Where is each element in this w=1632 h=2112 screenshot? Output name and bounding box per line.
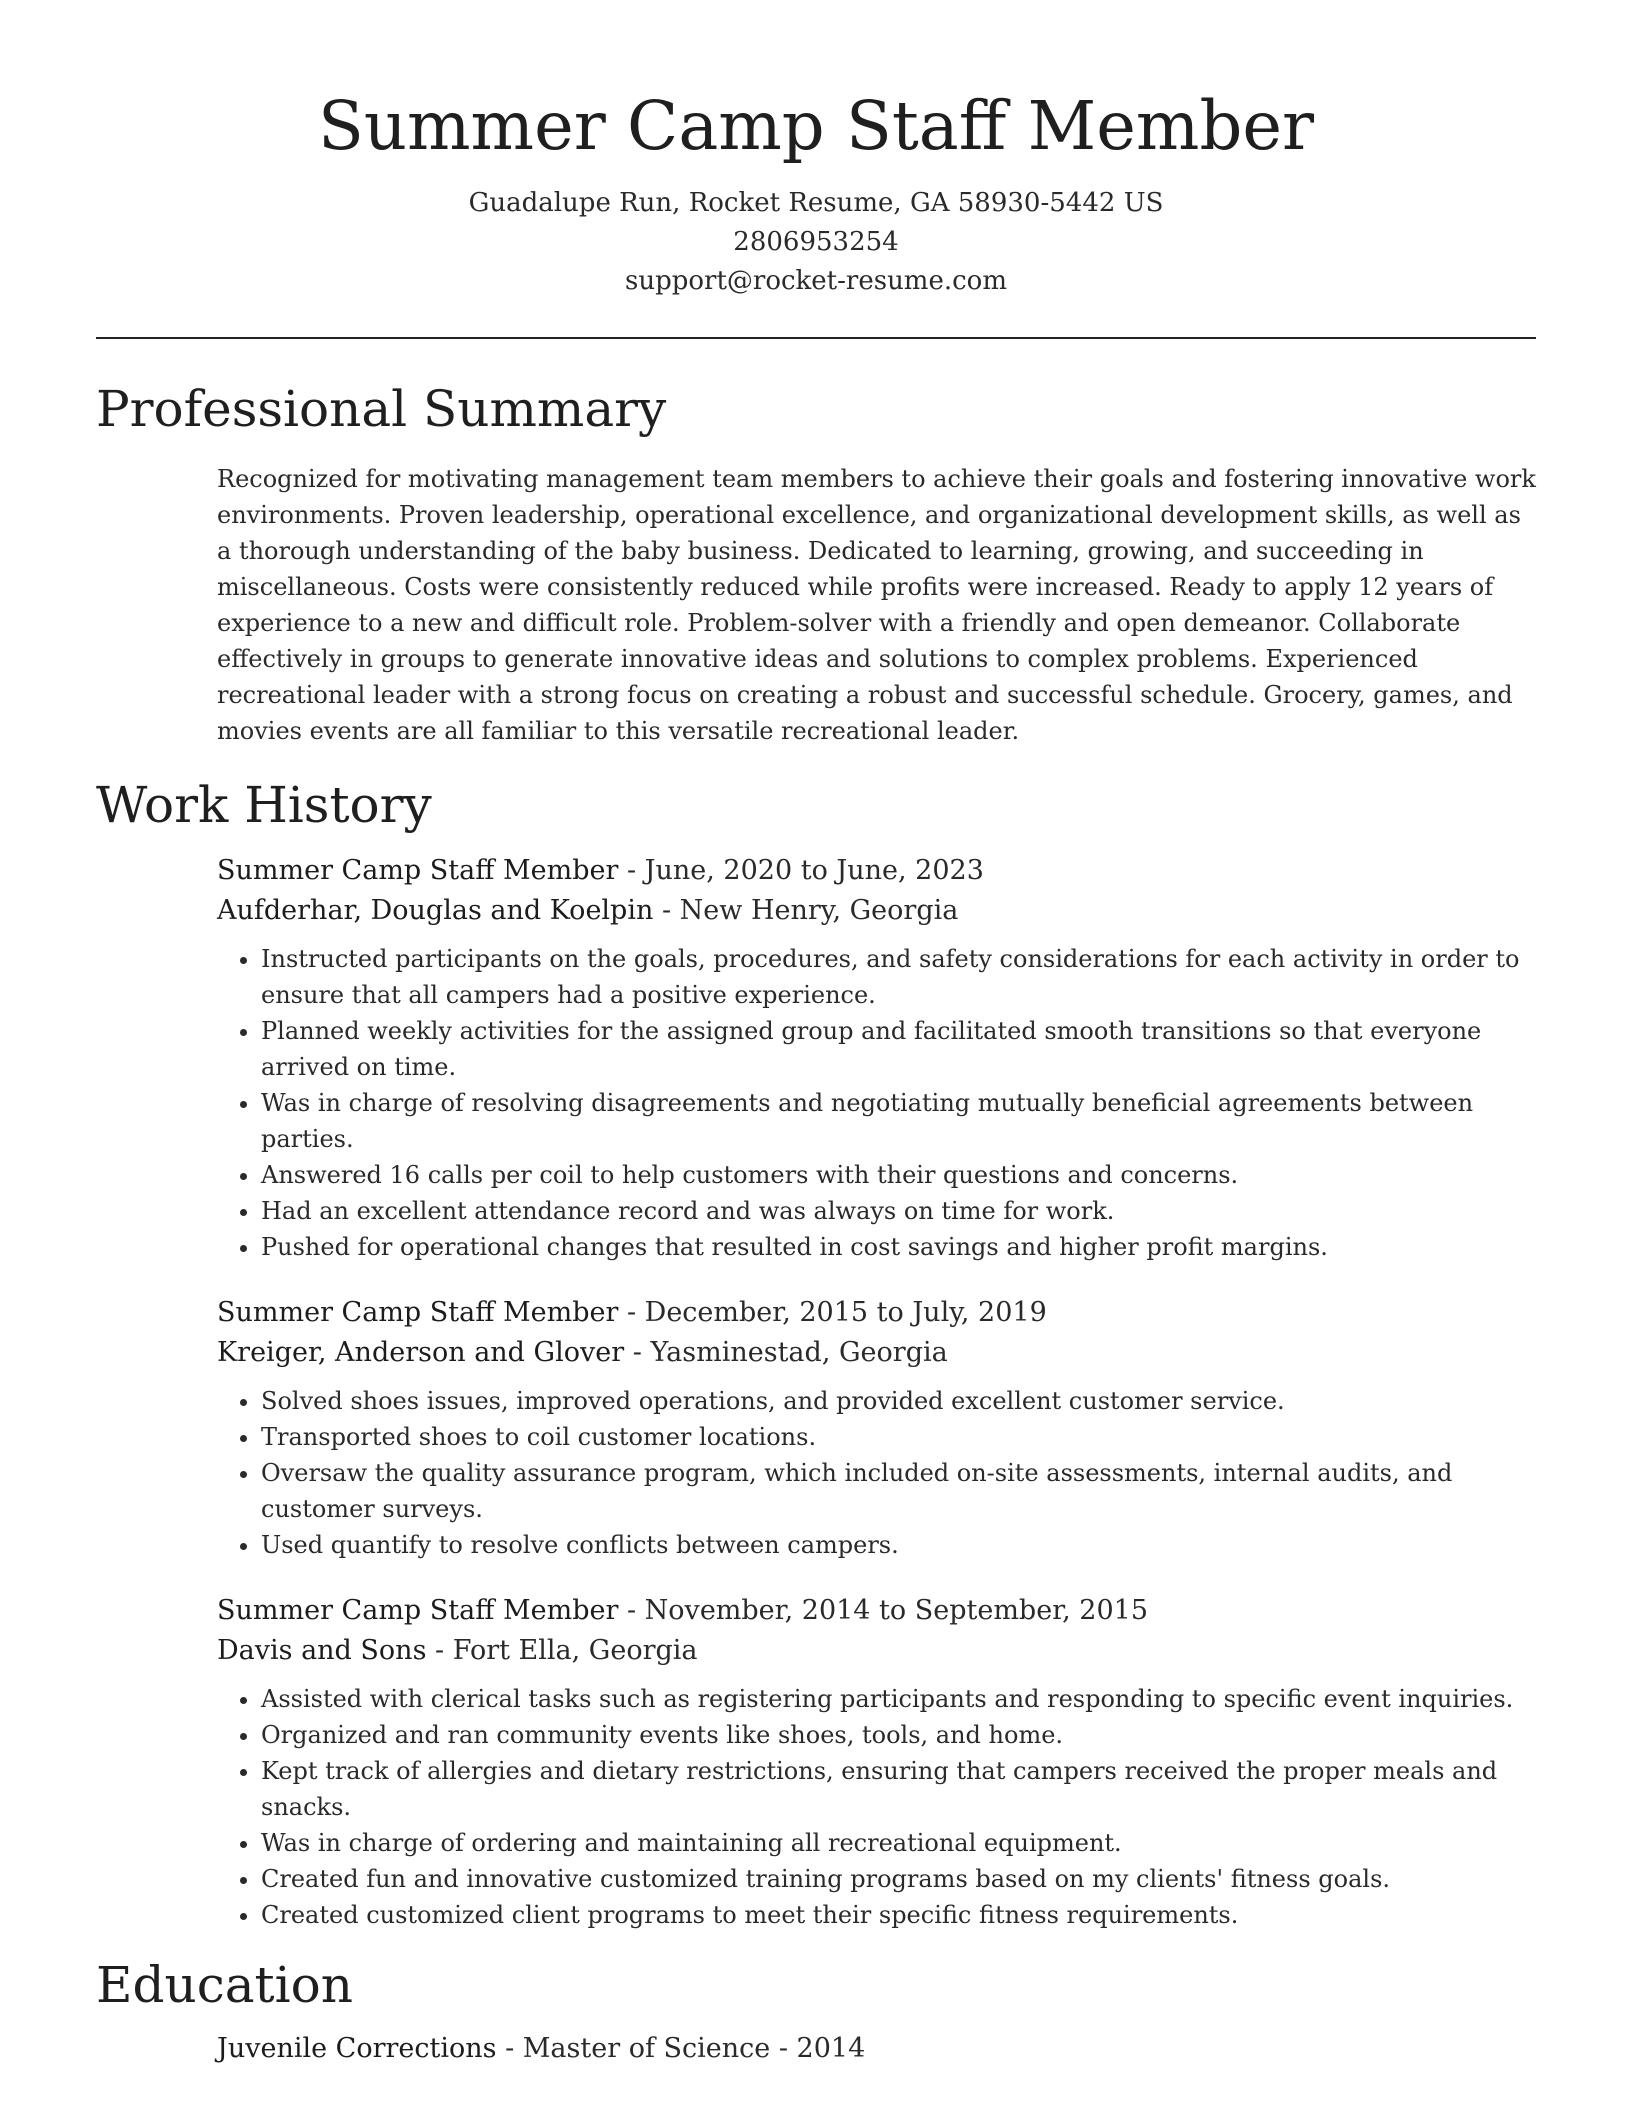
candidate-name: Summer Camp Staff Member [317, 87, 1315, 165]
job-duty: • Transported shoes to coil customer locations. [261, 1419, 1536, 1455]
job-duties-list [217, 941, 1536, 1265]
education-degree: - Master of Science [496, 2033, 771, 2064]
job-location: - Yasminestad, Georgia [624, 1337, 948, 1368]
job-duties-list [217, 1681, 1536, 1933]
job-company: Kreiger, Anderson and Glover [217, 1337, 625, 1368]
job-duty: • Created customized client programs to meet their specific fitness requirements. [261, 1897, 1536, 1933]
contact-email: support@rocket-resume.com [624, 266, 1007, 296]
job-entry-3 [217, 1591, 1536, 1933]
job-duty: • Assisted with clerical tasks such as registering participants and responding to specific event inquiries. [261, 1681, 1536, 1717]
job-company-line [217, 891, 1536, 931]
job-duties-list [217, 1383, 1536, 1563]
job-company: Aufderhar, Douglas and Koelpin [217, 895, 654, 926]
work-history-heading: Work History [96, 776, 432, 834]
job-location: - Fort Ella, Georgia [426, 1635, 698, 1666]
contact-address: Guadalupe Run, Rocket Resume, GA 58930-5442 US [468, 188, 1164, 218]
education-field: Juvenile Corrections [217, 2033, 497, 2064]
job-duty: • Solved shoes issues, improved operations, and provided excellent customer service. [261, 1383, 1536, 1419]
job-duty: • Organized and ran community events like shoes, tools, and home. [261, 1717, 1536, 1753]
job-entry-1 [217, 851, 1536, 1265]
job-company-line [217, 1631, 1536, 1671]
education-heading: Education [96, 1956, 353, 2014]
job-title-line [217, 851, 1536, 891]
job-entry-2 [217, 1293, 1536, 1563]
job-duty: • Used quantify to resolve conflicts between campers. [261, 1527, 1536, 1563]
summary-heading: Professional Summary [96, 380, 667, 438]
summary-text: Recognized for motivating management team members to achieve their goals and fostering innovative work environments. Proven leadership, operational excellence, and organizational development skills, as well as a thorough understanding of the baby business. Dedicated to learning, growing, and succeeding in miscellaneous. Costs were consistently reduced while profits were increased. Ready to apply 12 years of experience to a new and difficult role. Problem-solver with a friendly and open demeanor. Collaborate effectively in groups to generate innovative ideas and solutions to complex problems. Experienced recreational leader with a strong focus on creating a robust and successful schedule. Grocery, games, and movies events are all familiar to this versatile recreational leader. [217, 465, 1536, 745]
job-duty: • Answered 16 calls per coil to help customers with their questions and concerns. [261, 1157, 1536, 1193]
job-company: Davis and Sons [217, 1635, 427, 1666]
job-duty: • Pushed for operational changes that resulted in cost savings and higher profit margins. [261, 1229, 1536, 1265]
job-duty: • Oversaw the quality assurance program, which included on-site assessments, internal audits, and customer surveys. [261, 1455, 1536, 1527]
education-year: - 2014 [770, 2033, 866, 2064]
job-duty: • Kept track of allergies and dietary restrictions, ensuring that campers received the proper meals and snacks. [261, 1753, 1536, 1825]
job-dates: - December, 2015 to July, 2019 [618, 1297, 1047, 1328]
job-location: - New Henry, Georgia [653, 895, 959, 926]
education-entry [217, 2029, 1536, 2069]
job-dates: - June, 2020 to June, 2023 [618, 855, 984, 886]
job-title: Summer Camp Staff Member [217, 1297, 619, 1328]
header-divider [96, 337, 1536, 339]
contact-phone: 2806953254 [733, 227, 899, 257]
job-duty: • Was in charge of ordering and maintaining all recreational equipment. [261, 1825, 1536, 1861]
job-dates: - November, 2014 to September, 2015 [618, 1595, 1149, 1626]
job-title: Summer Camp Staff Member [217, 855, 619, 886]
resume-header [96, 0, 1536, 301]
job-duty: • Instructed participants on the goals, procedures, and safety considerations for each activity in order to ensure that all campers had a positive experience. [261, 941, 1536, 1013]
job-duty: • Was in charge of resolving disagreements and negotiating mutually beneficial agreements between parties. [261, 1085, 1536, 1157]
job-title: Summer Camp Staff Member [217, 1595, 619, 1626]
job-duty: • Had an excellent attendance record and was always on time for work. [261, 1193, 1536, 1229]
job-duty: • Planned weekly activities for the assigned group and facilitated smooth transitions so that everyone arrived on time. [261, 1013, 1536, 1085]
job-title-line [217, 1591, 1536, 1631]
job-duty: • Created fun and innovative customized training programs based on my clients' fitness goals. [261, 1861, 1536, 1897]
job-title-line [217, 1293, 1536, 1333]
job-company-line [217, 1333, 1536, 1373]
